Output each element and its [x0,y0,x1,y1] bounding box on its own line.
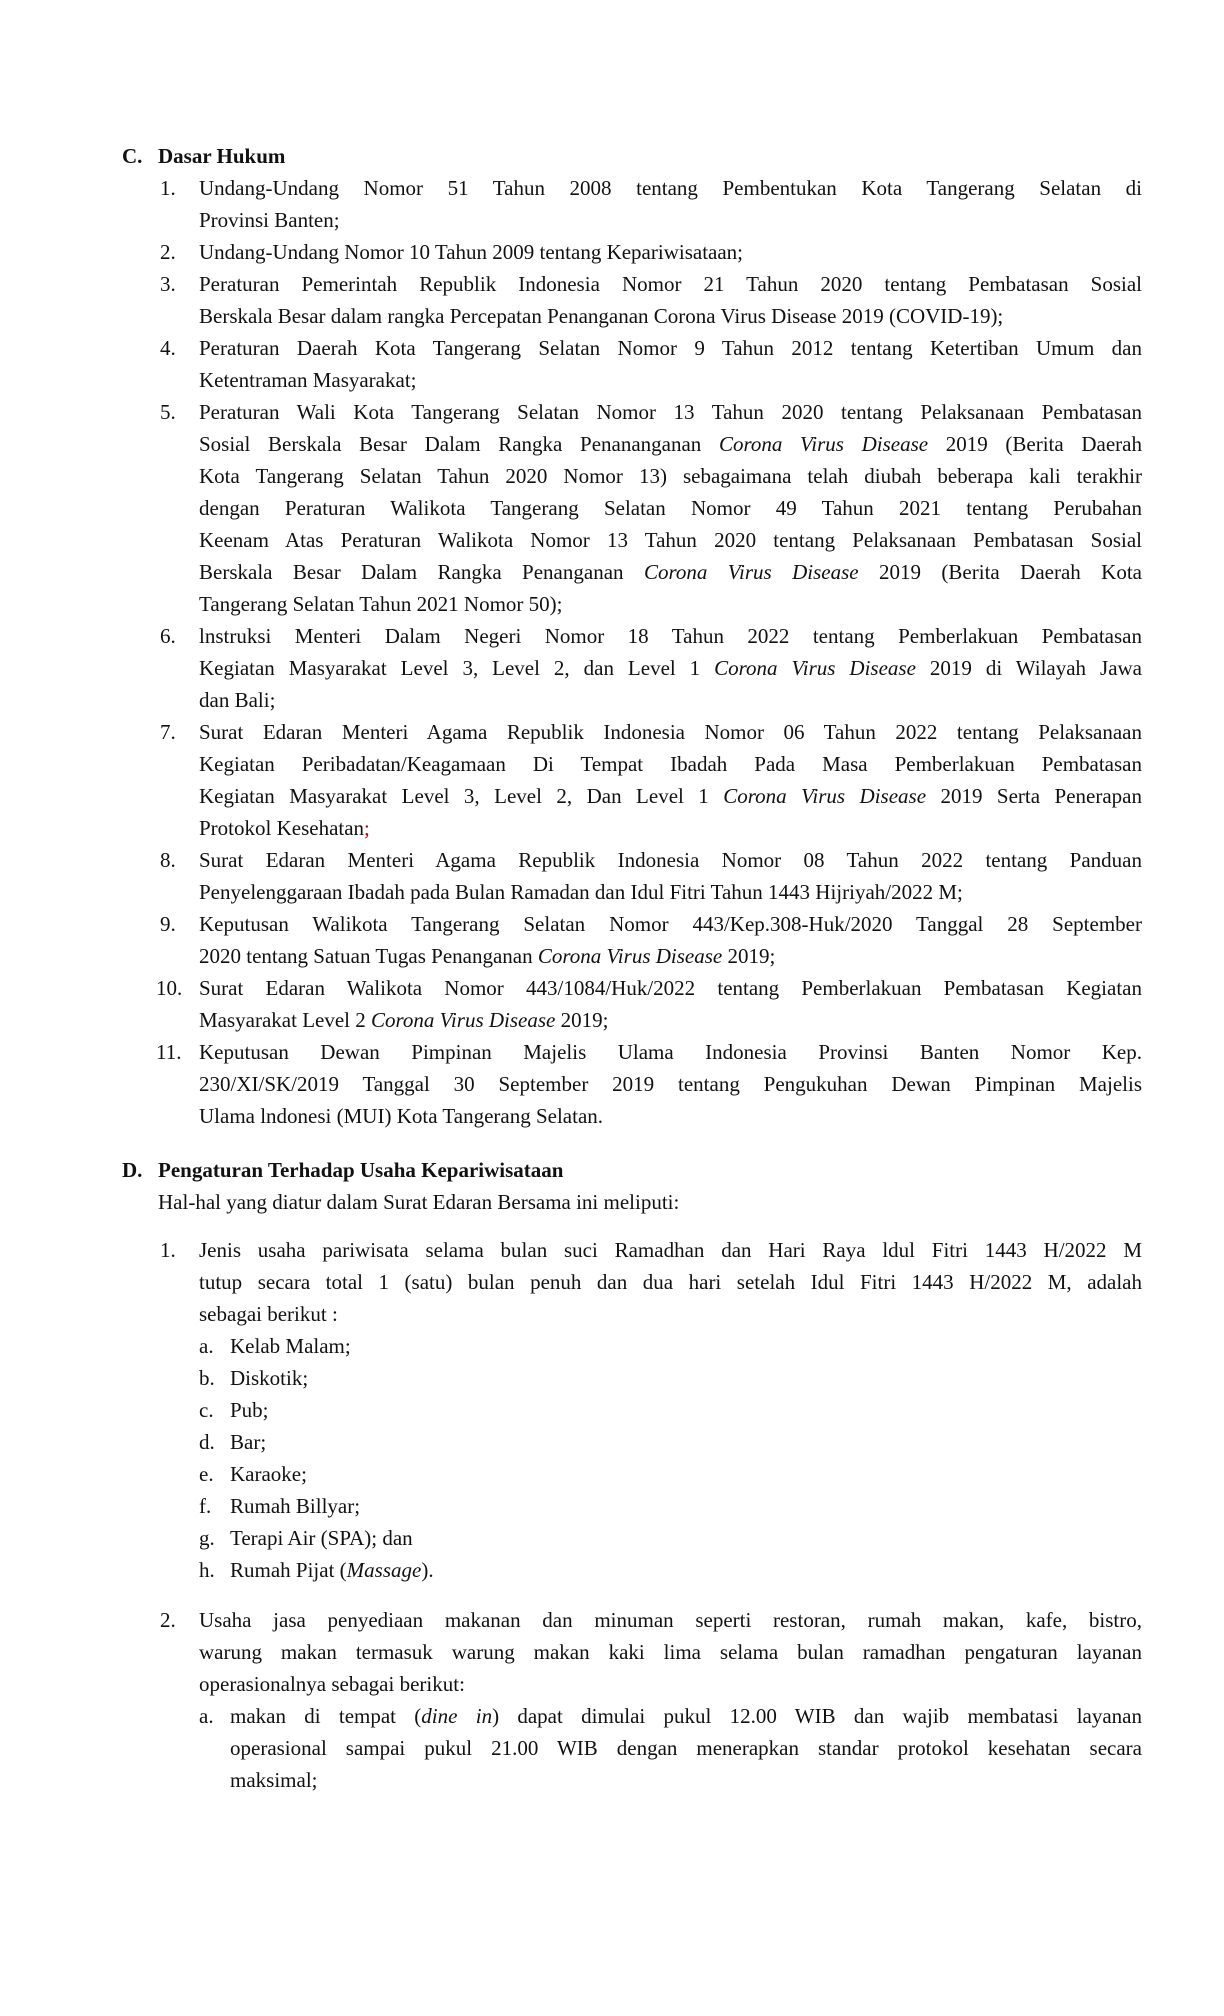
legal-basis-number: 3. [160,272,176,296]
text-run: Kota Tangerang Selatan Tahun 2020 Nomor 13) sebagaimana telah diubah beberapa kali terakhir [199,464,1142,488]
business-type-item [230,1362,308,1394]
business-type-item [230,1554,434,1586]
text-run: 2019 (Berita Daerah [928,432,1142,456]
legal-basis-item-line [199,172,1142,204]
legal-basis-number: 2. [160,240,176,264]
text-run: Kegiatan Masyarakat Level 3, Level 2, Dan Level 1 [199,784,724,808]
text-run: 2019; [555,1008,609,1032]
legal-basis-item-line [199,716,1142,748]
legal-basis-item-line [199,684,275,716]
legal-basis-item-line [199,204,340,236]
text-run: 2019 (Berita Daerah Kota [858,560,1143,584]
legal-basis-item-line [199,332,1142,364]
text-run: ; [364,816,370,840]
dining-rule-line [230,1700,1142,1732]
text-run: 2019 Serta Penerapan [926,784,1142,808]
text-run: ). [421,1558,434,1582]
italic-text: Corona Virus Disease [371,1008,556,1032]
text-run: Provinsi Banten; [199,208,340,232]
legal-basis-item-line [199,1036,1142,1068]
business-type-letter: h. [199,1558,215,1582]
business-type-item [230,1458,307,1490]
legal-basis-item-line [199,780,1142,812]
text-run: Sosial Berskala Besar Dalam Rangka Penananganan [199,432,719,456]
text-run: Terapi Air (SPA); dan [230,1526,413,1550]
legal-basis-number: 5. [160,400,176,424]
text-run: Surat Edaran Menteri Agama Republik Indonesia Nomor 06 Tahun 2022 tentang Pelaksanaan [199,720,1142,744]
business-type-item [230,1330,351,1362]
legal-basis-item-line [199,1100,603,1132]
legal-basis-item-line [199,396,1142,428]
regulation-item-line [199,1266,1142,1298]
business-type-item [230,1426,266,1458]
text-run: Karaoke; [230,1462,307,1486]
legal-basis-item-line [199,940,775,972]
text-run: dan Bali; [199,688,276,712]
business-type-item [230,1490,360,1522]
text-run: Peraturan Wali Kota Tangerang Selatan Nomor 13 Tahun 2020 tentang Pelaksanaan Pembatasan [199,400,1142,424]
business-type-letter: c. [199,1398,214,1422]
text-run: ) dapat dimulai pukul 12.00 WIB dan wajib membatasi layanan [492,1704,1142,1728]
dining-rule-letter: a. [199,1704,214,1728]
text-run: makan di tempat ( [230,1704,422,1728]
text-run: Kegiatan Peribadatan/Keagamaan Di Tempat Ibadah Pada Masa Pemberlakuan Pembatasan [199,752,1142,776]
regulation-number: 2. [160,1608,176,1632]
text-run: tutup secara total 1 (satu) bulan penuh dan dua hari setelah Idul Fitri 1443 H/2022 M, adalah [199,1270,1142,1294]
text-run: lnstruksi Menteri Dalam Negeri Nomor 18 Tahun 2022 tentang Pemberlakuan Pembatasan [199,624,1142,648]
legal-basis-item-line [199,236,743,268]
business-type-letter: g. [199,1526,215,1550]
text-run: Bar; [230,1430,267,1454]
legal-basis-number: 10. [156,976,183,1000]
legal-basis-item-line [199,908,1142,940]
text-run: Keenam Atas Peraturan Walikota Nomor 13 Tahun 2020 tentang Pelaksanaan Pembatasan Sosial [199,528,1142,552]
legal-basis-item-line [199,588,563,620]
dining-rule-line [230,1732,1142,1764]
legal-basis-number: 1. [160,176,176,200]
text-run: Pub; [230,1398,269,1422]
legal-basis-item-line [199,1004,608,1036]
legal-basis-item-line [199,364,417,396]
legal-basis-item-line [199,1068,1142,1100]
regulation-item-line [199,1636,1142,1668]
text-run: Protokol Kesehatan [199,816,365,840]
text-run: sebagai berikut : [199,1302,338,1326]
legal-basis-item-line [199,748,1142,780]
text-run: Keputusan Walikota Tangerang Selatan Nomor 443/Kep.308-Huk/2020 Tanggal 28 September [199,912,1142,936]
section-d-intro: Hal-hal yang diatur dalam Surat Edaran Bersama ini meliputi: [158,1190,680,1214]
text-run: Kegiatan Masyarakat Level 3, Level 2, dan Level 1 [199,656,715,680]
italic-text: dine in [421,1704,493,1728]
section-c-heading: Dasar Hukum [158,144,286,168]
text-run: 230/XI/SK/2019 Tanggal 30 September 2019 tentang Pengukuhan Dewan Pimpinan Majelis [199,1072,1142,1096]
business-type-item [230,1394,269,1426]
text-run: 2020 tentang Satuan Tugas Penanganan [199,944,538,968]
text-run: dengan Peraturan Walikota Tangerang Selatan Nomor 49 Tahun 2021 tentang Perubahan [199,496,1142,520]
legal-basis-number: 4. [160,336,176,360]
regulation-number: 1. [160,1238,176,1262]
text-run: Berskala Besar dalam rangka Percepatan Penanganan Corona Virus Disease 2019 (COVID-19); [199,304,1004,328]
section-d-marker: D. [122,1158,143,1182]
text-run: Undang-Undang Nomor 51 Tahun 2008 tentang Pembentukan Kota Tangerang Selatan di [199,176,1142,200]
text-run: Rumah Billyar; [230,1494,361,1518]
legal-basis-item-line [199,652,1142,684]
text-run: Keputusan Dewan Pimpinan Majelis Ulama Indonesia Provinsi Banten Nomor Kep. [199,1040,1142,1064]
text-run: Ulama lndonesi (MUI) Kota Tangerang Selatan. [199,1104,604,1128]
text-run: Rumah Pijat ( [230,1558,347,1582]
text-run: 2019; [722,944,776,968]
business-type-letter: b. [199,1366,215,1390]
legal-basis-item-line [199,492,1142,524]
text-run: Tangerang Selatan Tahun 2021 Nomor 50); [199,592,563,616]
business-type-letter: f. [199,1494,212,1518]
italic-text: Massage [346,1558,422,1582]
legal-basis-item-line [199,876,963,908]
legal-basis-item-line [199,268,1142,300]
regulation-item-line [199,1298,338,1330]
section-d-heading: Pengaturan Terhadap Usaha Kepariwisataan [158,1158,564,1182]
legal-basis-number: 11. [156,1040,182,1064]
regulation-item-line [199,1668,465,1700]
legal-basis-number: 9. [160,912,176,936]
italic-text: Corona Virus Disease [723,784,927,808]
text-run: Masyarakat Level 2 [199,1008,372,1032]
italic-text: Corona Virus Disease [718,432,929,456]
business-type-letter: a. [199,1334,214,1358]
legal-basis-item-line [199,812,370,844]
text-run: Penyelenggaraan Ibadah pada Bulan Ramadan dan Idul Fitri Tahun 1443 Hijriyah/2022 M; [199,880,963,904]
text-run: warung makan termasuk warung makan kaki lima selama bulan ramadhan pengaturan layanan [199,1640,1142,1664]
legal-basis-number: 7. [160,720,176,744]
text-run: Diskotik; [230,1366,309,1390]
italic-text: Corona Virus Disease [537,944,723,968]
legal-basis-item-line [199,524,1142,556]
business-type-letter: e. [199,1462,214,1486]
dining-rule-line [230,1764,318,1796]
business-type-item [230,1522,413,1554]
text-run: operasionalnya sebagai berikut: [199,1672,465,1696]
business-type-letter: d. [199,1430,215,1454]
section-c-marker: C. [122,144,143,168]
legal-basis-item-line [199,428,1142,460]
text-run: Surat Edaran Menteri Agama Republik Indonesia Nomor 08 Tahun 2022 tentang Panduan [199,848,1142,872]
legal-basis-item-line [199,300,1003,332]
legal-basis-number: 8. [160,848,176,872]
legal-basis-item-line [199,460,1142,492]
legal-basis-item-line [199,844,1142,876]
text-run: operasional sampai pukul 21.00 WIB dengan menerapkan standar protokol kesehatan secara [230,1736,1142,1760]
legal-basis-item-line [199,972,1142,1004]
text-run: Surat Edaran Walikota Nomor 443/1084/Huk/2022 tentang Pemberlakuan Pembatasan Kegiatan [199,976,1142,1000]
regulation-item-line [199,1604,1142,1636]
legal-basis-item-line [199,620,1142,652]
text-run: Peraturan Daerah Kota Tangerang Selatan Nomor 9 Tahun 2012 tentang Ketertiban Umum dan [199,336,1142,360]
italic-text: Corona Virus Disease [643,560,859,584]
text-run: maksimal; [230,1768,318,1792]
regulation-item-line [199,1234,1142,1266]
text-run: Kelab Malam; [230,1334,351,1358]
text-run: Usaha jasa penyediaan makanan dan minuman seperti restoran, rumah makan, kafe, bistro, [199,1608,1142,1632]
text-run: Ketentraman Masyarakat; [199,368,417,392]
text-run: Jenis usaha pariwisata selama bulan suci Ramadhan dan Hari Raya ldul Fitri 1443 H/2022 M [199,1238,1142,1262]
text-run: Peraturan Pemerintah Republik Indonesia Nomor 21 Tahun 2020 tentang Pembatasan Sosial [199,272,1142,296]
legal-basis-number: 6. [160,624,176,648]
italic-text: Corona Virus Disease [714,656,916,680]
text-run: Undang-Undang Nomor 10 Tahun 2009 tentang Kepariwisataan; [199,240,744,264]
text-run: 2019 di Wilayah Jawa [915,656,1142,680]
text-run: Berskala Besar Dalam Rangka Penanganan [199,560,644,584]
legal-basis-item-line [199,556,1142,588]
